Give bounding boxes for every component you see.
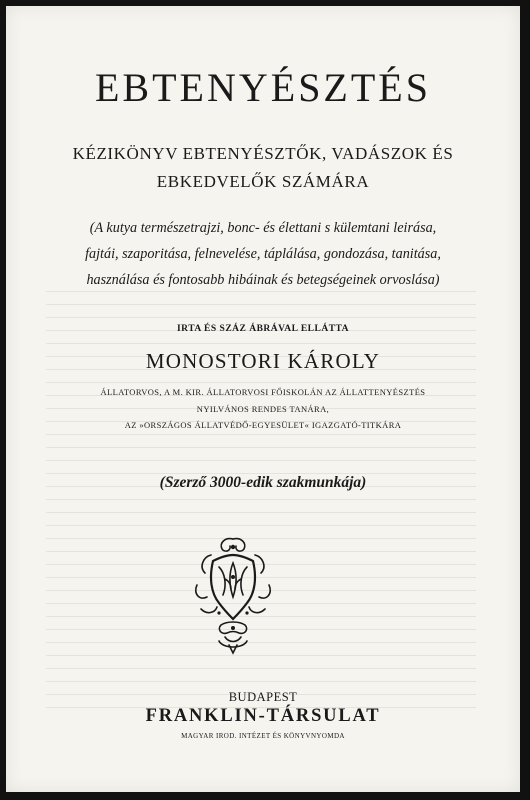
subtitle-line-1: KÉZIKÖNYV EBTENYÉSZTŐK, VADÁSZOK ÉS [72, 144, 454, 163]
title-page [6, 6, 520, 792]
affiliation-line-1: ÁLLATORVOS, A M. KIR. ÁLLATORVOSI FŐISKOLÁN AZ ÁLLATTENYÉSZTÉS [100, 387, 426, 397]
book-title: EBTENYÉSZTÉS [95, 65, 431, 110]
author-name: MONOSTORI KÁROLY [145, 349, 381, 373]
author-note: (Szerző 3000-edik szakmunkája) [159, 474, 367, 491]
description-line-3: használása és fontosabb hibáinak és betegségeinek orvoslása) [86, 272, 440, 288]
printer-name: MAGYAR IROD. INTÉZET ÉS KÖNYVNYOMDA [181, 732, 345, 740]
publication-city: BUDAPEST [228, 690, 298, 704]
affiliation-line-2: NYILVÁNOS RENDES TANÁRA, [196, 404, 330, 414]
byline: IRTA ÉS SZÁZ ÁBRÁVAL ELLÁTTA [176, 324, 350, 334]
subtitle-line-2: EBKEDVELŐK SZÁMÁRA [156, 172, 370, 191]
description-line-1: (A kutya természetrajzi, bonc- és élettani s külemtani leirása, [89, 220, 437, 236]
description-line-2: fajtái, szaporitása, felnevelése, táplálása, gondozása, tanitása, [85, 246, 441, 262]
ornamental-crest-emblem-icon [189, 533, 277, 655]
publisher-name: FRANKLIN-TÁRSULAT [145, 706, 381, 726]
affiliation-line-3: AZ »ORSZÁGOS ÁLLATVÉDŐ-EGYESÜLET« IGAZGATÓ-TITKÁRA [124, 420, 402, 430]
